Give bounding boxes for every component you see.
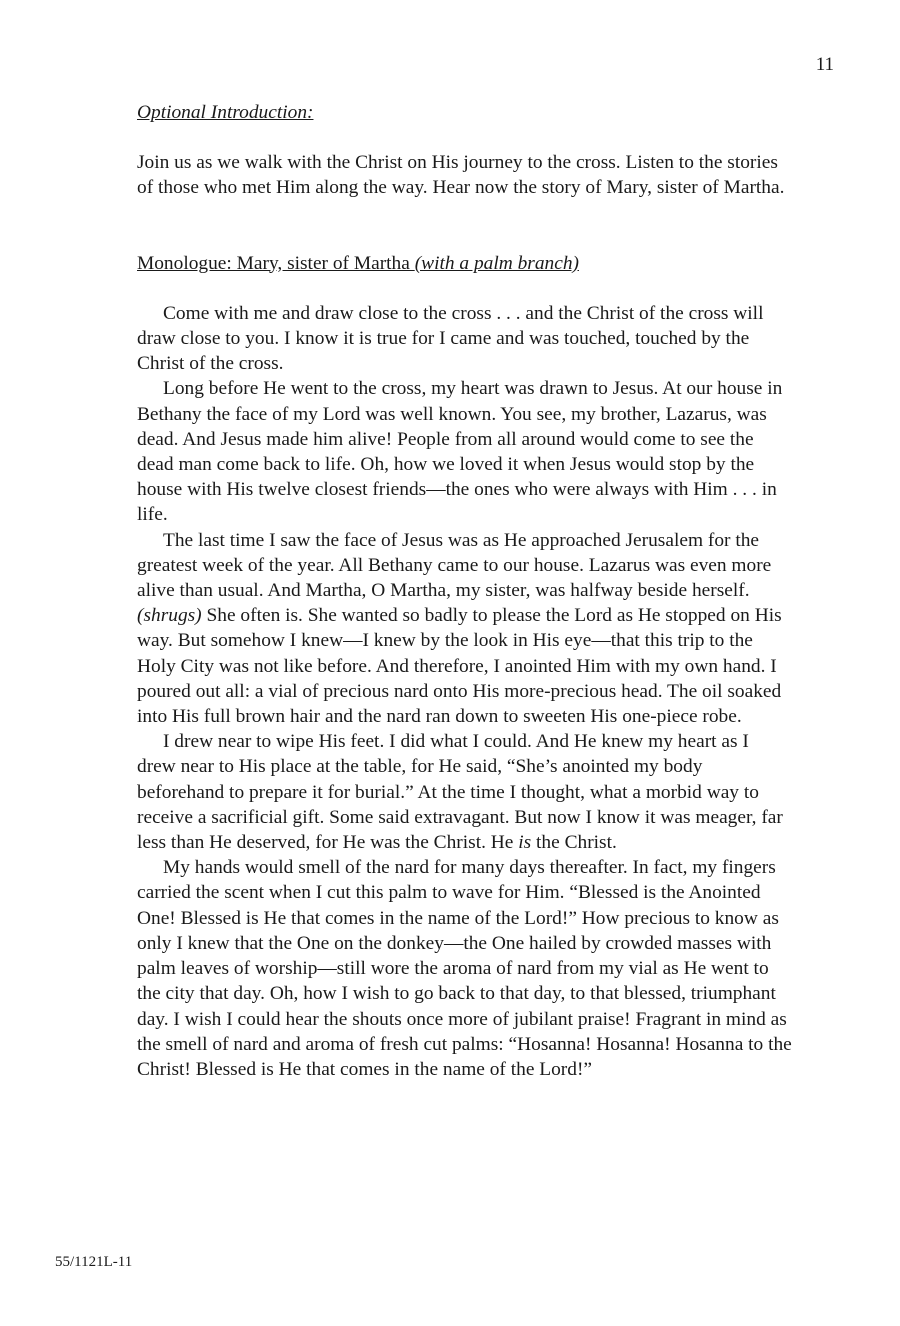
paragraph-3-text-after: She often is. She wanted so badly to please the Lord as He stopped on His way. But somehow I knew—I knew by the look in His eye—that this trip to the Holy City was not like before. And therefore, I anointed Him with my own hand. I poured out all: a vial of precious nard onto His more-precious head. The oil soaked into His full brown hair and the nard ran down to sweeten His one-piece robe. (137, 605, 782, 728)
footer-code: 55/1121L-11 (55, 1254, 133, 1270)
page-number: 11 (815, 54, 834, 75)
monologue-paragraph-5: My hands would smell of the nard for many days thereafter. In fact, my fingers carried the scent when I cut this palm to wave for Him. “Blessed is the Anointed One! Blessed is He that comes in the name of the Lord!” How precious to know as only I knew that the One on the donkey—the One hailed by crowded masses with palm leaves of worship—still wore the aroma of nard from my vial as He went to the city that day. Oh, how I wish to go back to that day, to that blessed, triumphant day. I wish I could hear the shouts once more of jubilant praise! Fragrant in mind as the smell of nard and aroma of fresh cut palms: “Hosanna! Hosanna! Hosanna to the Christ! Blessed is He that comes in the name of the Lord!” (137, 857, 792, 1080)
paragraph-4-text-after: the Christ. (531, 832, 617, 854)
monologue-stage-direction: (with a palm branch) (414, 252, 579, 274)
monologue-paragraph-4 (137, 729, 792, 855)
monologue-paragraph-1: Come with me and draw close to the cross . . . and the Christ of the cross will draw close to you. I know it is true for I came and was touched, touched by the Christ of the cross. (137, 302, 764, 375)
monologue-heading (137, 251, 792, 276)
monologue-paragraph-2: Long before He went to the cross, my heart was drawn to Jesus. At our house in Bethany the face of my Lord was well known. You see, my brother, Lazarus, was dead. And Jesus made him alive! People from all around would come to see the dead man come back to life. Oh, how we loved it when Jesus would stop by the house with His twelve closest friends—the ones who were always with Him . . . in life. (137, 378, 783, 526)
paragraph-3-text-before: The last time I saw the face of Jesus was as He approached Jerusalem for the greatest week of the year. All Bethany came to our house. Lazarus was even more alive than usual. And Martha, O Martha, my sister, was halfway beside herself. (137, 529, 772, 602)
monologue-paragraph-3 (137, 528, 792, 730)
paragraph-4-text-before: I drew near to wipe His feet. I did what I could. And He knew my heart as I drew near to His place at the table, for He said, “She’s anointed my body beforehand to prepare it for burial.” At the time I thought, what a morbid way to receive a sacrificial gift. Some said extravagant. But now I know it was meager, far less than He deserved, for He was the Christ. He (137, 731, 783, 854)
monologue-title: Monologue: Mary, sister of Martha (137, 252, 415, 274)
intro-heading: Optional Introduction: (137, 102, 314, 123)
emphasis-is: is (518, 832, 532, 854)
page-content (137, 100, 792, 1082)
intro-text: Join us as we walk with the Christ on His journey to the cross. Listen to the stories of those who met Him along the way. Hear now the story of Mary, sister of Martha. (137, 152, 785, 199)
stage-direction-shrugs: (shrugs) (137, 605, 202, 627)
